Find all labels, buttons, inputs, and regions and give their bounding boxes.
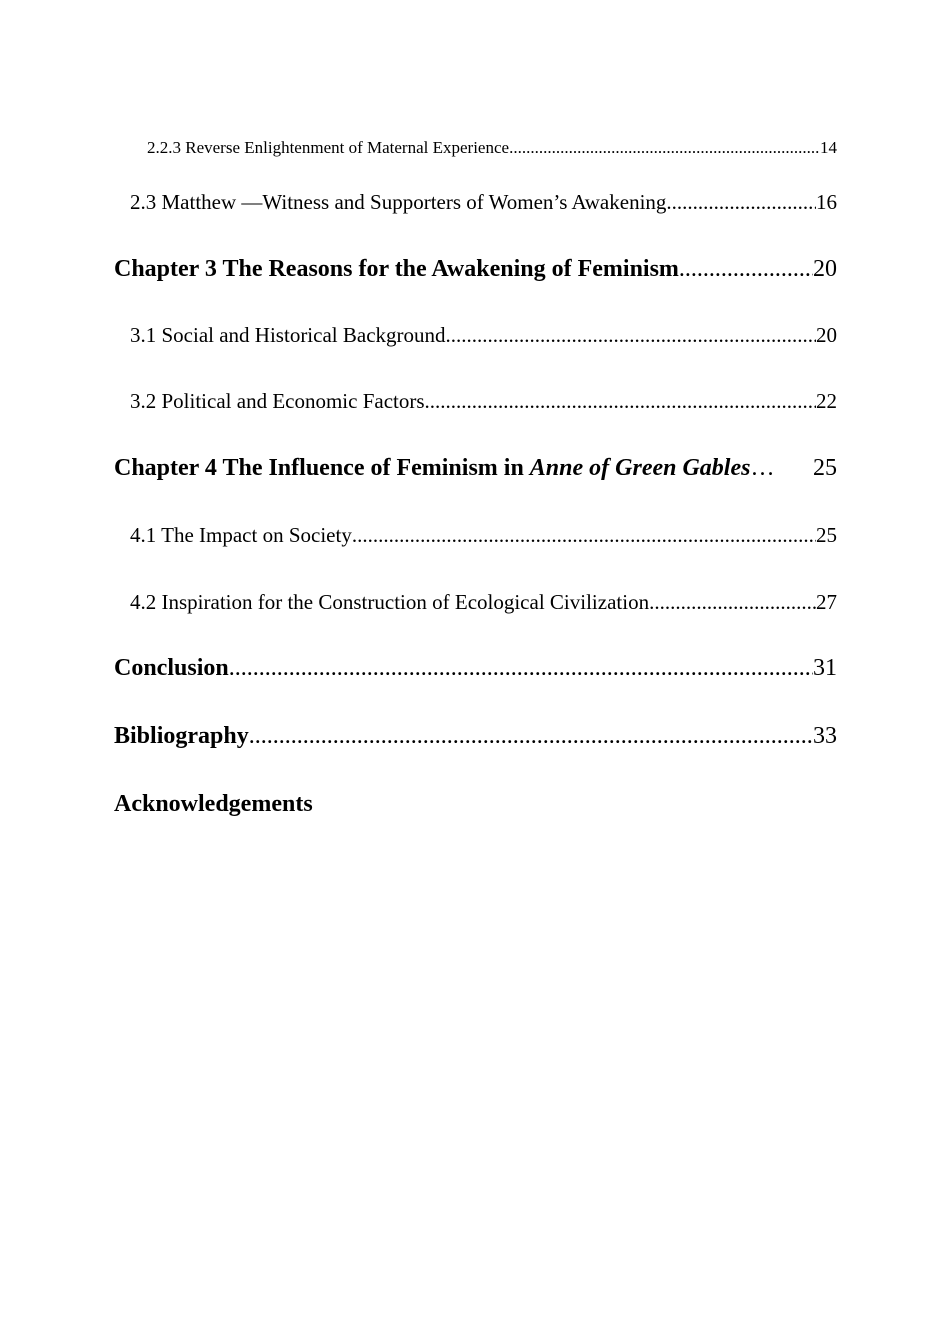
toc-entry-page: 20 [813, 256, 837, 282]
toc-entry-title: 3.1 Social and Historical Background [130, 323, 446, 347]
toc-entry-page: 25 [816, 523, 837, 547]
toc-entry-2-3[interactable] [130, 190, 837, 215]
toc-entry-bibliography[interactable] [114, 723, 837, 750]
toc-entry-title: 2.3 Matthew —Witness and Supporters of Women’s Awakening [130, 190, 667, 214]
toc-entry-page: 20 [816, 323, 837, 347]
toc-entry-title: Acknowledgements [114, 791, 313, 817]
dot-leader [249, 723, 813, 750]
dot-leader [446, 323, 816, 348]
toc-entry-page: 25 [813, 455, 837, 481]
dot-leader [425, 389, 816, 414]
toc-entry-3-2[interactable] [130, 389, 837, 414]
toc-entry-page: 22 [816, 389, 837, 413]
dot-leader [750, 455, 813, 482]
toc-entry-page: 16 [816, 190, 837, 214]
toc-entry-acknowledgements[interactable] [114, 791, 313, 818]
toc-entry-title: 2.2.3 Reverse Enlightenment of Maternal Experience [147, 138, 510, 157]
toc-entry-title: 4.2 Inspiration for the Construction of Ecological Civilization [130, 590, 650, 614]
toc-entry-title: Bibliography [114, 723, 249, 749]
toc-entry-page: 27 [816, 590, 837, 614]
dot-leader [352, 523, 816, 548]
toc-entry-title-prefix: Chapter 4 The Influence of Feminism in [114, 455, 530, 481]
toc-entry-title: Chapter 3 The Reasons for the Awakening of Feminism [114, 256, 679, 282]
toc-entry-chapter-3[interactable] [114, 256, 837, 283]
toc-entry-3-1[interactable] [130, 323, 837, 348]
toc-entry-page: 31 [813, 655, 837, 681]
toc-entry-4-1[interactable] [130, 523, 837, 548]
toc-entry-page: 33 [813, 723, 837, 749]
toc-entry-chapter-4[interactable] [114, 455, 837, 482]
toc-entry-page: 14 [820, 138, 837, 157]
toc-entry-4-2[interactable] [130, 590, 837, 615]
dot-leader [666, 190, 816, 215]
toc-entry-conclusion[interactable] [114, 655, 837, 682]
toc-entry-title: Conclusion [114, 655, 229, 681]
dot-leader [229, 655, 813, 682]
dot-leader [649, 590, 816, 615]
toc-entry-title-italic: Anne of Green Gables [529, 455, 751, 481]
toc-entry-2-2-3[interactable] [147, 138, 837, 158]
toc-entry-title: 4.1 The Impact on Society [130, 523, 352, 547]
toc-entry-title: 3.2 Political and Economic Factors [130, 389, 425, 413]
dot-leader [679, 256, 813, 283]
dot-leader [509, 138, 820, 158]
toc-entry-title [114, 455, 750, 482]
